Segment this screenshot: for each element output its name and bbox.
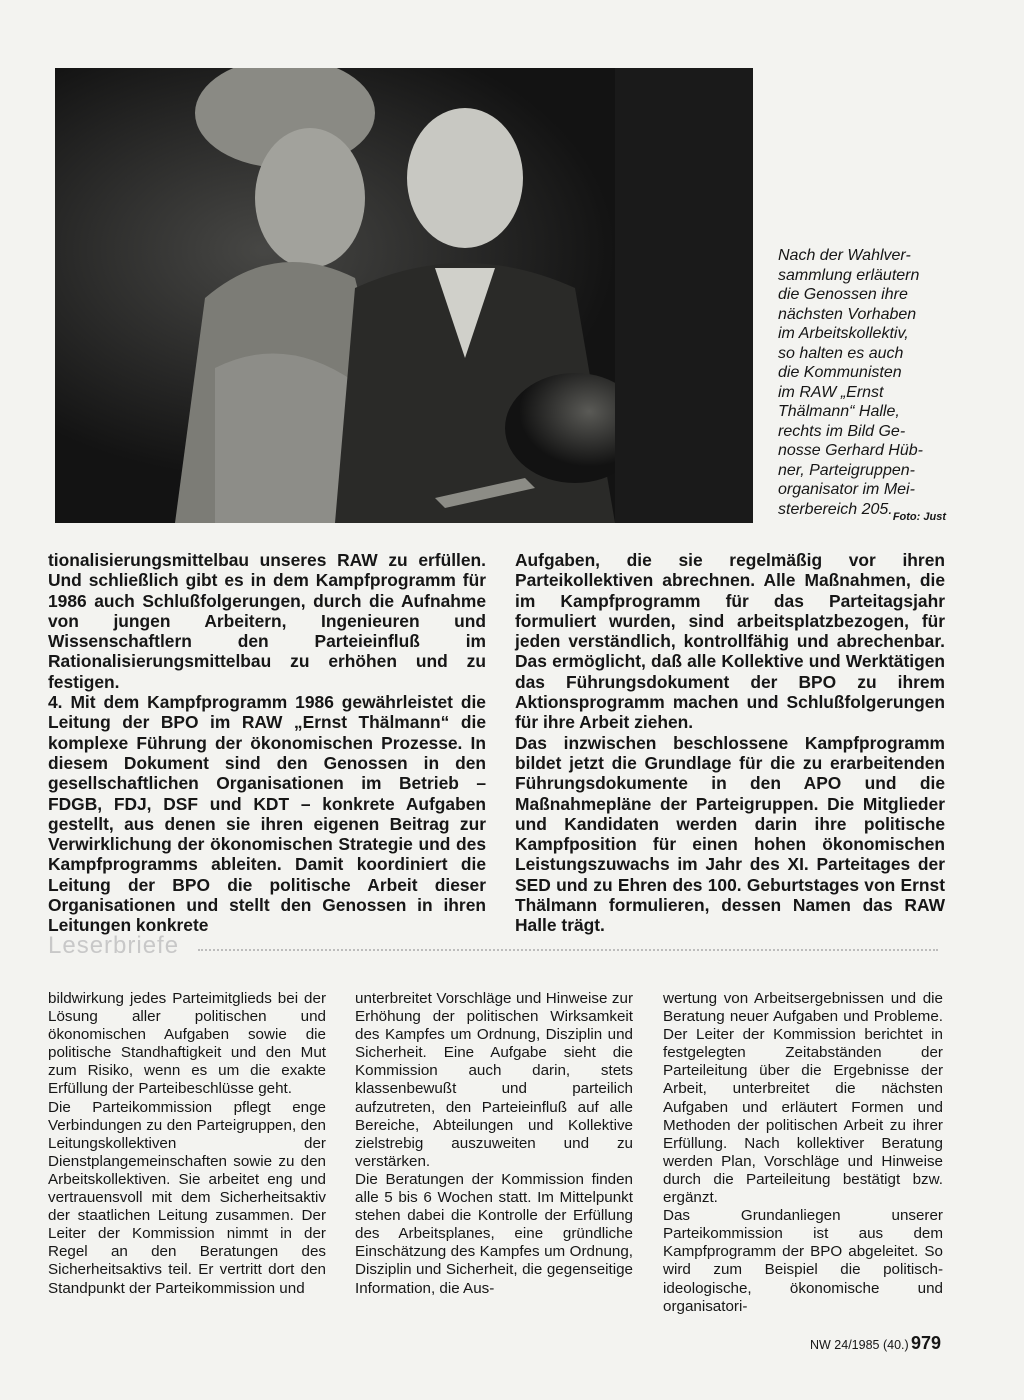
issue-label: NW 24/1985 (40.) <box>810 1338 909 1352</box>
article-paragraph: tionalisierungsmittelbau unseres RAW zu erfüllen. Und schließlich gibt es in dem Kampfprogramm für 1986 auch Schlußfolgerungen, durch die Aufnahme von jungen Arbeitern, Ingenieuren und Wissenschaftlern den Parteieinfluß im Rationalisierungsmittelbau zu erhöhen und zu festigen. <box>48 550 486 692</box>
letters-paragraph: unterbreitet Vorschläge und Hinweise zur Erhöhung der politischen Wirksamkeit des Kampfes um Ordnung, Disziplin und Sicherheit. Eine Aufgabe sieht die Kommission auch darin, stets klassenbewußt und parteilich aufzutreten, den Parteieinfluß auf alle Bereiche, Abteilungen und Kollektive zielstrebig auszuweiten und zu verstärken. <box>355 990 633 1170</box>
item-text: Mit dem Kampfprogramm 1986 gewährleistet die Leitung der BPO im RAW „Ernst Thälmann“ die komplexe Führung der ökonomischen Prozesse. In diesem Dokument sind den Genossen in den gesellschaftlichen Organisationen im Betrieb – FDGB, FDJ, DSF und KDT – konkrete Aufgaben gestellt, aus denen sie ihren eigenen Beitrag zur Verwirklichung der ökonomischen Strategie und des Kampfprogramms ableiten. Damit koordiniert die Leitung der BPO die politische Arbeit dieser Organisationen und stellt den Genossen in ihren Leitungen konkrete <box>48 692 486 936</box>
article-paragraph-item-4 <box>48 692 486 936</box>
section-divider <box>198 949 938 954</box>
letters-paragraph: wertung von Arbeitsergebnissen und die Beratung neuer Aufgaben und Probleme. Der Leiter der Kommission berichtet in festgelegten Zeitabständen der Parteileitung über die Ergebnisse der Arbeit, unterbreitet die nächsten Aufgaben und erläutert Formen und Methoden der politischen Arbeit zu ihrer Erfüllung. Nach kollektiver Beratung werden Plan, Vorschläge und Hinweise durch die Parteileitung bestätigt bzw. ergänzt. <box>663 990 943 1207</box>
section-title: Leserbriefe <box>48 932 180 959</box>
article-paragraph: Aufgaben, die sie regelmäßig vor ihren Parteikollektiven abrechnen. Alle Maßnahmen, die im Kampfprogramm für das Parteitagsjahr formuliert wurden, sind arbeitsplatzbezogen, für jeden verständlich, kontrollfähig und abrechenbar. Das ermöglicht, daß alle Kollektive und Werktätigen das Führungsdokument der BPO zu ihrem Aktionsprogramm machen und Schlußfolgerungen für ihre Arbeit ziehen. <box>515 550 945 733</box>
article-photo <box>55 68 753 523</box>
article-column-left <box>48 550 486 936</box>
photo-credit: Foto: Just <box>892 511 946 523</box>
letters-column-2 <box>355 990 633 1298</box>
letters-paragraph: Die Parteikommission pflegt enge Verbindungen zu den Parteigruppen, den Leitungskollektiven der Dienstplangemeinschaften sowie zu den Arbeitskollektiven. Sie arbeitet eng und vertrauensvoll mit dem Sicherheitsaktiv der staatlichen Leitung zusammen. Der Leiter der Kommission nimmt in der Regel an den Beratungen des Sicherheitsaktivs teil. Er vertritt dort den Standpunkt der Parteikommission und <box>48 1098 326 1297</box>
letters-column-3 <box>663 990 943 1316</box>
page-number: 979 <box>911 1333 942 1353</box>
letters-paragraph: Die Beratungen der Kommission finden alle 5 bis 6 Wochen statt. Im Mittelpunkt stehen dabei die Kontrolle der Erfüllung des Arbeitsplanes, eine gründliche Einschätzung des Kampfes um Ordnung, Disziplin und Sicherheit, die gegenseitige Information, die Aus- <box>355 1170 633 1297</box>
section-header <box>48 932 948 962</box>
article-paragraph: Das inzwischen beschlossene Kampfprogramm bildet jetzt die Grundlage für die zu erarbeitenden Führungsdokumente in den APO und die Maßnahmepläne der Parteigruppen. Die Mitglieder und Kandidaten werden darin ihre politische Kampfposition für einen hohen ökonomischen Leistungszuwachs im Jahr des XI. Parteitages der SED und zu Ehren des 100. Geburtstages von Ernst Thälmann formulieren, dessen Namen das RAW Halle trägt. <box>515 732 945 936</box>
article-column-right <box>515 550 945 936</box>
photo-caption: Nach der Wahlver- sammlung erläutern die Genossen ihre nächsten Vorhaben im Arbeitskollektiv, so halten es auch die Kommunisten im RAW „Ernst Thälmann“ Halle, rechts im Bild Ge- nosse Gerhard Hüb- ner, Parteigruppen- organisator im Mei- sterbereich 205. <box>778 247 923 518</box>
photo-image <box>55 68 753 523</box>
letters-paragraph: Das Grundanliegen unserer Parteikommission ist aus dem Kampfprogramm der BPO abgeleitet. So wird zum Beispiel die politisch-ideologische, ökonomische und organisatori- <box>663 1207 943 1315</box>
letters-column-1 <box>48 990 326 1298</box>
letters-paragraph: bildwirkung jedes Parteimitglieds bei der Lösung aller politischen und ökonomischen Aufgaben sowie die politische Standhaftigkeit und den Mut zum Risiko, wenn es um die exakte Erfüllung der Parteibeschlüsse geht. <box>48 990 326 1098</box>
item-number: 4. <box>48 692 63 713</box>
